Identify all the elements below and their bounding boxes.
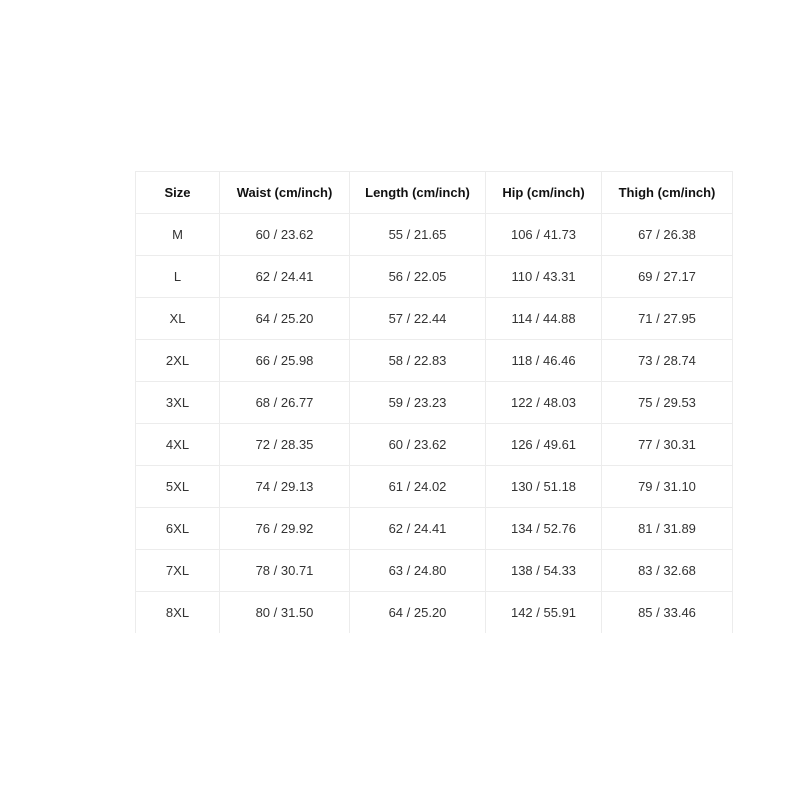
cell-waist: 76 / 29.92 (220, 508, 350, 550)
cell-waist: 72 / 28.35 (220, 424, 350, 466)
cell-size: 6XL (136, 508, 220, 550)
table-row (136, 256, 733, 298)
cell-hip: 106 / 41.73 (486, 214, 602, 256)
cell-hip: 142 / 55.91 (486, 592, 602, 634)
cell-length: 60 / 23.62 (350, 424, 486, 466)
cell-size: 7XL (136, 550, 220, 592)
cell-size: 5XL (136, 466, 220, 508)
cell-waist: 80 / 31.50 (220, 592, 350, 634)
cell-hip: 122 / 48.03 (486, 382, 602, 424)
table-header (136, 172, 733, 214)
cell-thigh: 67 / 26.38 (602, 214, 733, 256)
header-hip: Hip (cm/inch) (486, 172, 602, 214)
cell-waist: 68 / 26.77 (220, 382, 350, 424)
table-row (136, 340, 733, 382)
header-thigh: Thigh (cm/inch) (602, 172, 733, 214)
cell-hip: 134 / 52.76 (486, 508, 602, 550)
header-size: Size (136, 172, 220, 214)
cell-hip: 114 / 44.88 (486, 298, 602, 340)
cell-length: 57 / 22.44 (350, 298, 486, 340)
cell-size: M (136, 214, 220, 256)
header-length: Length (cm/inch) (350, 172, 486, 214)
cell-waist: 66 / 25.98 (220, 340, 350, 382)
cell-length: 59 / 23.23 (350, 382, 486, 424)
cell-size: L (136, 256, 220, 298)
table-row (136, 466, 733, 508)
table-row (136, 382, 733, 424)
cell-length: 56 / 22.05 (350, 256, 486, 298)
cell-length: 61 / 24.02 (350, 466, 486, 508)
cell-thigh: 69 / 27.17 (602, 256, 733, 298)
cell-length: 62 / 24.41 (350, 508, 486, 550)
header-row (136, 172, 733, 214)
cell-hip: 118 / 46.46 (486, 340, 602, 382)
table-row (136, 298, 733, 340)
cell-hip: 110 / 43.31 (486, 256, 602, 298)
cell-thigh: 75 / 29.53 (602, 382, 733, 424)
cell-length: 64 / 25.20 (350, 592, 486, 634)
header-waist: Waist (cm/inch) (220, 172, 350, 214)
table-row (136, 550, 733, 592)
cell-waist: 74 / 29.13 (220, 466, 350, 508)
cell-length: 63 / 24.80 (350, 550, 486, 592)
table-row (136, 508, 733, 550)
cell-hip: 130 / 51.18 (486, 466, 602, 508)
table-row (136, 592, 733, 634)
cell-hip: 126 / 49.61 (486, 424, 602, 466)
cell-waist: 78 / 30.71 (220, 550, 350, 592)
cell-thigh: 85 / 33.46 (602, 592, 733, 634)
cell-size: 3XL (136, 382, 220, 424)
cell-length: 55 / 21.65 (350, 214, 486, 256)
table-row (136, 424, 733, 466)
size-chart-table (135, 171, 733, 633)
cell-thigh: 79 / 31.10 (602, 466, 733, 508)
cell-thigh: 83 / 32.68 (602, 550, 733, 592)
cell-waist: 62 / 24.41 (220, 256, 350, 298)
cell-waist: 64 / 25.20 (220, 298, 350, 340)
cell-waist: 60 / 23.62 (220, 214, 350, 256)
cell-thigh: 81 / 31.89 (602, 508, 733, 550)
cell-size: XL (136, 298, 220, 340)
cell-thigh: 71 / 27.95 (602, 298, 733, 340)
cell-length: 58 / 22.83 (350, 340, 486, 382)
cell-hip: 138 / 54.33 (486, 550, 602, 592)
cell-thigh: 73 / 28.74 (602, 340, 733, 382)
table-body (136, 214, 733, 634)
cell-size: 2XL (136, 340, 220, 382)
cell-size: 4XL (136, 424, 220, 466)
cell-thigh: 77 / 30.31 (602, 424, 733, 466)
cell-size: 8XL (136, 592, 220, 634)
table-row (136, 214, 733, 256)
